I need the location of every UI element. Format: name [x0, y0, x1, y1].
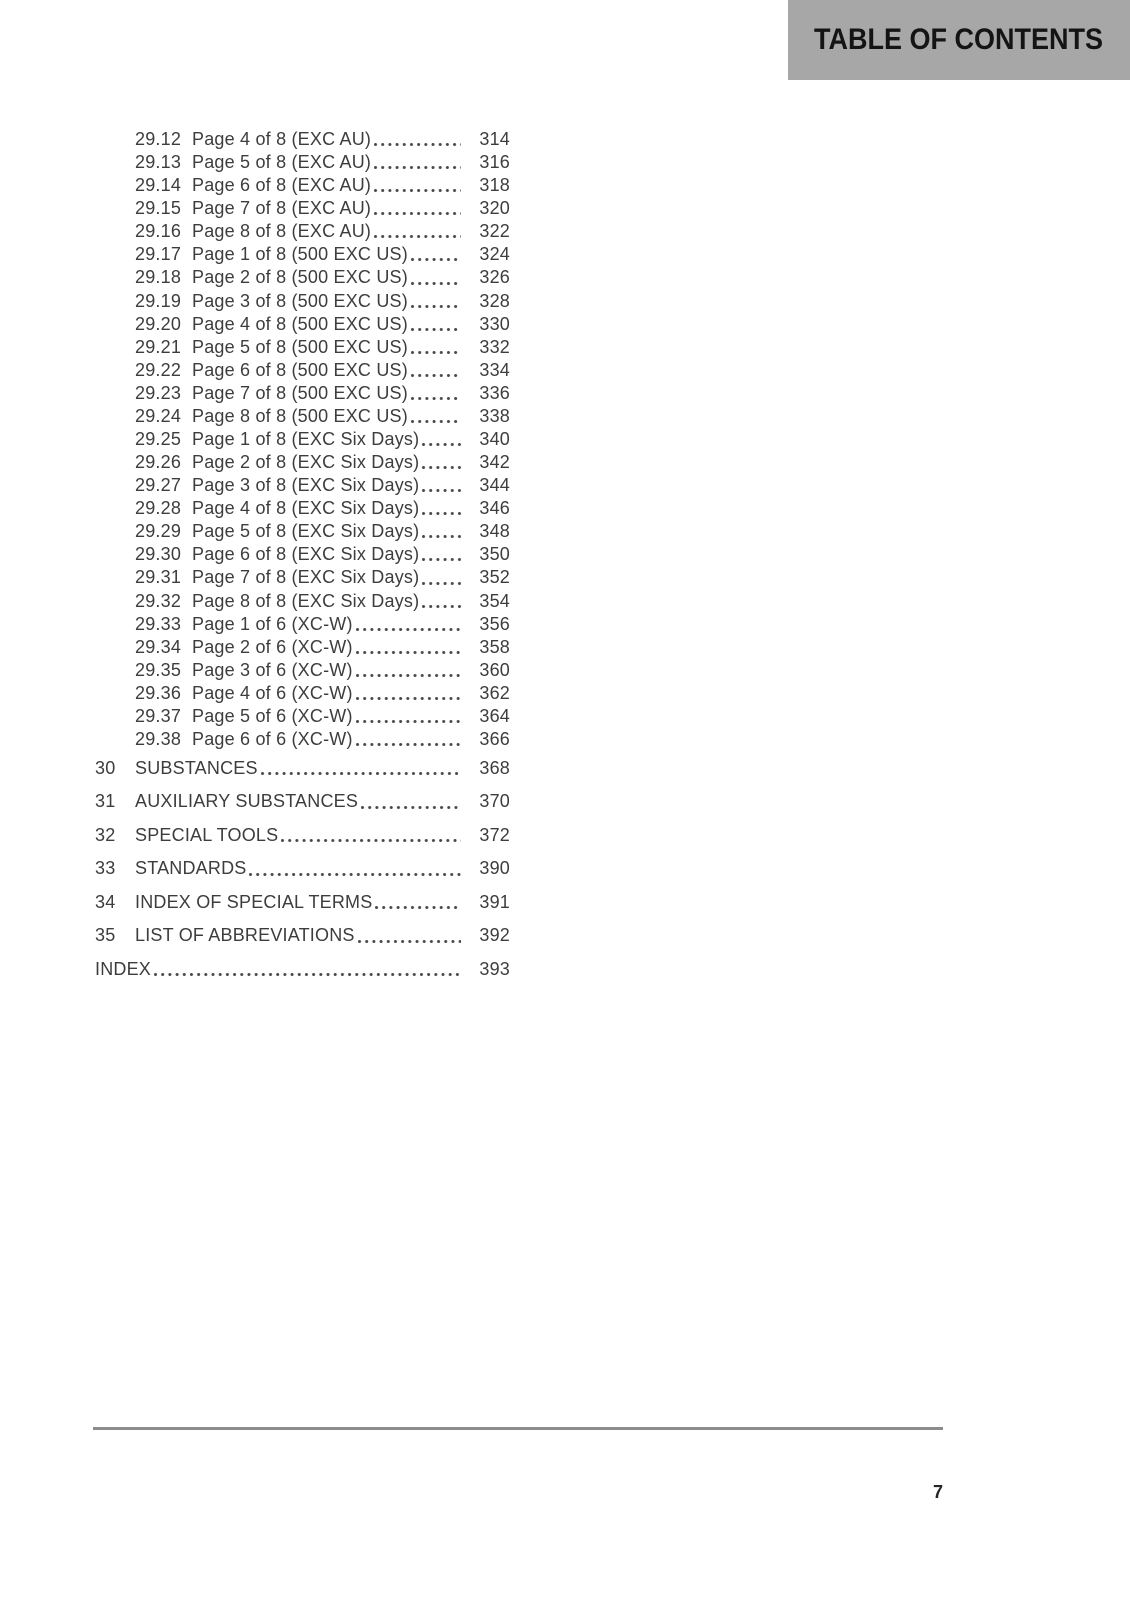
chapter-title: SUBSTANCES [135, 758, 258, 778]
toc-chapter-list [93, 752, 510, 986]
header-banner [788, 0, 1130, 80]
dot-leader [411, 282, 461, 285]
entry-number: 29.28 [135, 498, 182, 519]
dot-leader [374, 235, 461, 238]
entry-page-number: 318 [479, 175, 510, 196]
chapter-number: 33 [95, 858, 116, 879]
chapter-title: INDEX [95, 958, 152, 979]
entry-page-number: 366 [479, 729, 510, 750]
toc-subentry-row [93, 451, 510, 474]
entry-title: Page 4 of 8 (500 EXC US) [192, 313, 408, 334]
toc-chapter-row [93, 852, 510, 885]
entry-number: 29.18 [135, 267, 182, 288]
footer-page-number: 7 [932, 1482, 943, 1502]
entry-number: 29.34 [135, 636, 182, 657]
entry-number: 29.17 [135, 244, 182, 265]
dot-leader [356, 720, 461, 723]
entry-page-number: 348 [479, 521, 510, 542]
entry-number: 29.26 [135, 452, 182, 473]
entry-page-number: 338 [479, 405, 510, 426]
toc-subentry-row [93, 613, 510, 636]
entry-page-number: 330 [479, 313, 510, 334]
chapter-page-number: 392 [479, 925, 510, 946]
entry-number: 29.22 [135, 359, 182, 380]
chapter-page-number: 393 [479, 958, 510, 979]
dot-leader [375, 906, 461, 909]
toc-chapter-row [93, 886, 510, 919]
entry-title: Page 4 of 8 (EXC AU) [192, 129, 372, 149]
entry-title: Page 3 of 6 (XC-W) [192, 659, 353, 680]
entry-title: Page 5 of 8 (500 EXC US) [192, 336, 408, 357]
chapter-page-number: 372 [479, 824, 510, 845]
dot-leader [358, 940, 461, 943]
chapter-title: AUXILIARY SUBSTANCES [135, 791, 359, 812]
entry-page-number: 346 [479, 498, 510, 519]
dot-leader [422, 512, 461, 515]
entry-title: Page 5 of 6 (XC-W) [192, 705, 353, 726]
dot-leader [361, 806, 461, 809]
entry-title: Page 7 of 8 (EXC AU) [192, 198, 372, 219]
dot-leader [422, 443, 461, 446]
entry-page-number: 364 [479, 705, 510, 726]
entry-page-number: 362 [479, 682, 510, 703]
chapter-title: INDEX OF SPECIAL TERMS [135, 891, 373, 912]
entry-number: 29.35 [135, 659, 182, 680]
entry-number: 29.29 [135, 521, 182, 542]
chapter-title: LIST OF ABBREVIATIONS [135, 925, 355, 946]
entry-number: 29.12 [135, 129, 182, 149]
dot-leader [422, 558, 461, 561]
entry-title: Page 1 of 6 (XC-W) [192, 613, 353, 634]
entry-number: 29.15 [135, 198, 182, 219]
dot-leader [356, 743, 461, 746]
entry-page-number: 342 [479, 452, 510, 473]
entry-page-number: 322 [479, 221, 510, 242]
toc-subentry-row [93, 336, 510, 359]
dot-leader [356, 674, 461, 677]
entry-title: Page 8 of 8 (EXC AU) [192, 221, 372, 242]
toc-subentry-row [93, 474, 510, 497]
toc-subentry-row [93, 243, 510, 266]
toc-subentry-row [93, 128, 510, 151]
entry-title: Page 7 of 8 (500 EXC US) [192, 382, 408, 403]
toc-subentry-row [93, 290, 510, 313]
chapter-number: 34 [95, 891, 116, 912]
chapter-title: SPECIAL TOOLS [135, 824, 279, 845]
toc-chapter-row [93, 785, 510, 818]
entry-number: 29.32 [135, 590, 182, 611]
toc-subentry-row [93, 543, 510, 566]
entry-title: Page 8 of 8 (EXC Six Days) [192, 590, 420, 611]
entry-number: 29.37 [135, 705, 182, 726]
footer-rule [93, 1427, 943, 1430]
entry-title: Page 4 of 6 (XC-W) [192, 682, 353, 703]
dot-leader [411, 305, 461, 308]
toc-subentry-row [93, 220, 510, 243]
dot-leader [411, 351, 461, 354]
entry-title: Page 1 of 8 (EXC Six Days) [192, 429, 420, 450]
entry-number: 29.16 [135, 221, 182, 242]
toc-subentry-row [93, 266, 510, 289]
dot-leader [374, 212, 461, 215]
toc-subentry-row [93, 382, 510, 405]
dot-leader [356, 697, 461, 700]
toc-subentry-row [93, 197, 510, 220]
dot-leader [356, 628, 461, 631]
entry-page-number: 320 [479, 198, 510, 219]
entry-number: 29.31 [135, 567, 182, 588]
entry-page-number: 336 [479, 382, 510, 403]
chapter-title: STANDARDS [135, 858, 247, 879]
entry-number: 29.21 [135, 336, 182, 357]
dot-leader [422, 489, 461, 492]
toc-subentry-row [93, 520, 510, 543]
entry-page-number: 340 [479, 429, 510, 450]
entry-title: Page 2 of 8 (500 EXC US) [192, 267, 408, 288]
entry-title: Page 1 of 8 (500 EXC US) [192, 244, 408, 265]
toc-subentry-row [93, 590, 510, 613]
entry-page-number: 354 [479, 590, 510, 611]
entry-number: 29.25 [135, 429, 182, 450]
dot-leader [411, 420, 461, 423]
entry-title: Page 5 of 8 (EXC AU) [192, 152, 372, 173]
entry-page-number: 324 [479, 244, 510, 265]
toc-subentry-row [93, 728, 510, 751]
entry-page-number: 332 [479, 336, 510, 357]
entry-page-number: 352 [479, 567, 510, 588]
dot-leader [422, 582, 461, 585]
chapter-number: 30 [95, 758, 116, 778]
toc-subentry-list [93, 128, 510, 751]
entry-number: 29.30 [135, 544, 182, 565]
entry-number: 29.14 [135, 175, 182, 196]
toc-chapter-row [93, 919, 510, 952]
entry-page-number: 334 [479, 359, 510, 380]
entry-title: Page 7 of 8 (EXC Six Days) [192, 567, 420, 588]
entry-number: 29.33 [135, 613, 182, 634]
entry-title: Page 6 of 8 (EXC AU) [192, 175, 372, 196]
toc-subentry-row [93, 174, 510, 197]
chapter-page-number: 390 [479, 858, 510, 879]
entry-title: Page 3 of 8 (500 EXC US) [192, 290, 408, 311]
entry-title: Page 5 of 8 (EXC Six Days) [192, 521, 420, 542]
toc-subentry-row [93, 705, 510, 728]
dot-leader [374, 143, 461, 146]
toc-subentry-row [93, 636, 510, 659]
entry-page-number: 350 [479, 544, 510, 565]
entry-number: 29.19 [135, 290, 182, 311]
dot-leader [411, 397, 461, 400]
toc-subentry-row [93, 428, 510, 451]
chapter-page-number: 368 [479, 758, 510, 778]
toc-subentry-row [93, 151, 510, 174]
dot-leader [411, 258, 461, 261]
toc-subentry-row [93, 566, 510, 589]
toc-chapter-row [93, 819, 510, 852]
dot-leader [411, 328, 461, 331]
dot-leader [154, 973, 461, 976]
toc-subentry-row [93, 359, 510, 382]
entry-title: Page 2 of 8 (EXC Six Days) [192, 452, 420, 473]
dot-leader [422, 466, 461, 469]
entry-number: 29.24 [135, 405, 182, 426]
entry-page-number: 360 [479, 659, 510, 680]
entry-title: Page 2 of 6 (XC-W) [192, 636, 353, 657]
toc-chapter-row [93, 953, 510, 986]
entry-page-number: 314 [479, 129, 510, 149]
entry-number: 29.23 [135, 382, 182, 403]
chapter-number: 32 [95, 824, 116, 845]
entry-number: 29.13 [135, 152, 182, 173]
entry-number: 29.36 [135, 682, 182, 703]
entry-number: 29.20 [135, 313, 182, 334]
entry-page-number: 328 [479, 290, 510, 311]
dot-leader [411, 374, 461, 377]
toc-subentry-row [93, 313, 510, 336]
entry-number: 29.38 [135, 729, 182, 750]
entry-page-number: 316 [479, 152, 510, 173]
dot-leader [261, 772, 461, 775]
chapter-number: 31 [95, 791, 116, 812]
entry-title: Page 6 of 6 (XC-W) [192, 729, 353, 750]
chapter-page-number: 391 [479, 891, 510, 912]
entry-title: Page 6 of 8 (500 EXC US) [192, 359, 408, 380]
entry-page-number: 356 [479, 613, 510, 634]
entry-page-number: 344 [479, 475, 510, 496]
page-title: TABLE OF CONTENTS [814, 23, 1104, 56]
toc-subentry-row [93, 405, 510, 428]
chapter-number: 35 [95, 925, 116, 946]
toc-subentry-row [93, 497, 510, 520]
dot-leader [281, 839, 461, 842]
toc-subentry-row [93, 682, 510, 705]
dot-leader [374, 189, 461, 192]
entry-title: Page 6 of 8 (EXC Six Days) [192, 544, 420, 565]
dot-leader [422, 535, 461, 538]
dot-leader [374, 166, 461, 169]
chapter-page-number: 370 [479, 791, 510, 812]
dot-leader [422, 605, 461, 608]
entry-title: Page 8 of 8 (500 EXC US) [192, 405, 408, 426]
toc-subentry-row [93, 659, 510, 682]
entry-title: Page 3 of 8 (EXC Six Days) [192, 475, 420, 496]
toc-chapter-row [93, 752, 510, 785]
entry-page-number: 326 [479, 267, 510, 288]
entry-title: Page 4 of 8 (EXC Six Days) [192, 498, 420, 519]
dot-leader [249, 873, 461, 876]
entry-number: 29.27 [135, 475, 182, 496]
entry-page-number: 358 [479, 636, 510, 657]
dot-leader [356, 651, 461, 654]
